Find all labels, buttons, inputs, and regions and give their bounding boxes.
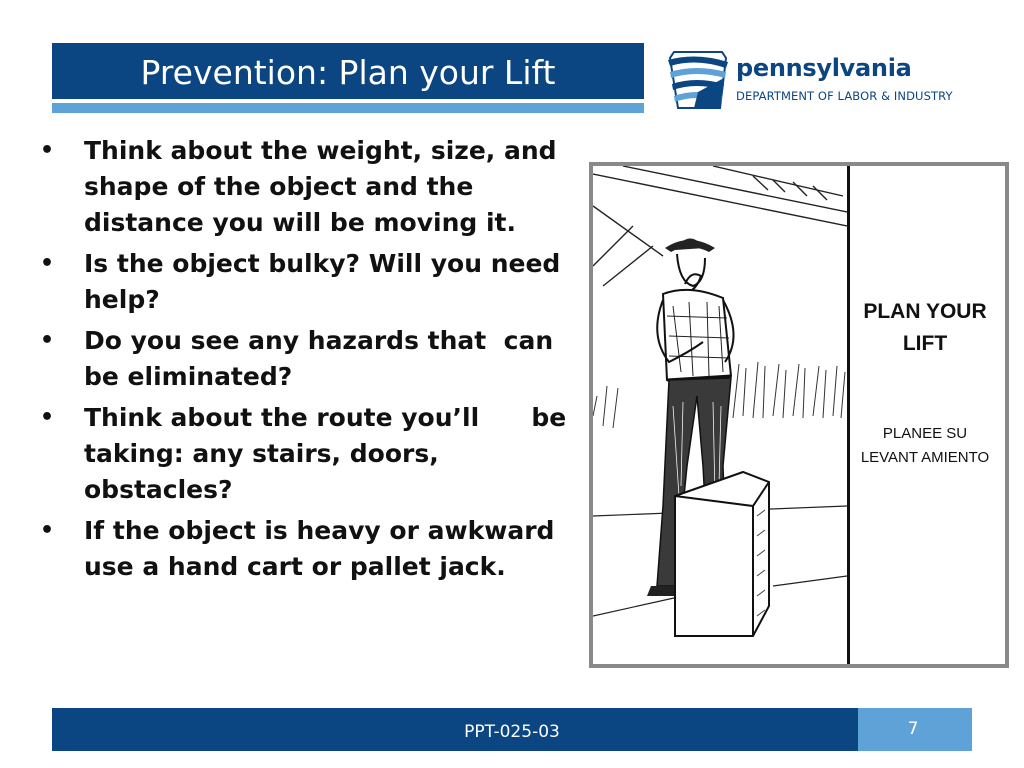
bullet-item (40, 246, 588, 318)
bullet-text: Do you see any hazards that can be eliminated? (84, 326, 562, 391)
page-number: 7 (907, 719, 919, 739)
bullet-list (40, 133, 588, 590)
bullet-dot: • (40, 328, 55, 353)
caption-english-line: LIFT (902, 332, 948, 355)
bullet-text: Think about the weight, size, and shape of the object and the distance you will be moving it. (84, 136, 566, 237)
logo-name: pennsylvania (736, 54, 912, 82)
bullet-dot: • (40, 138, 55, 163)
bullet-dot: • (40, 518, 55, 543)
bullet-item (40, 133, 588, 241)
slide-title: Prevention: Plan your Lift (140, 53, 556, 92)
logo-department: DEPARTMENT OF LABOR & INDUSTRY (736, 89, 953, 103)
caption-english (855, 296, 995, 360)
bullet-item (40, 400, 588, 508)
caption-english-line: PLAN YOUR (863, 300, 987, 323)
caption-spanish-line: LEVANT AMIENTO (860, 449, 990, 466)
bullet-item (40, 323, 588, 395)
worker-thinking-beside-box-illustration (593, 166, 847, 664)
keystone-logo-icon (664, 48, 730, 110)
bullet-dot: • (40, 251, 55, 276)
plan-your-lift-figure (589, 162, 1009, 668)
bullet-text: If the object is heavy or awkward use a hand cart or pallet jack. (84, 516, 564, 581)
pa-labor-logo (664, 48, 984, 110)
title-underline (52, 103, 644, 113)
bullet-text: Think about the route you’ll be taking: any stairs, doors, obstacles? (84, 403, 575, 504)
caption-spanish-line: PLANEE SU (882, 425, 968, 442)
footer-code: PPT-025-03 (464, 722, 560, 742)
caption-spanish (855, 422, 995, 470)
figure-divider (847, 166, 850, 664)
bullet-item (40, 513, 588, 585)
bullet-text: Is the object bulky? Will you need help? (84, 249, 570, 314)
bullet-dot: • (40, 405, 55, 430)
